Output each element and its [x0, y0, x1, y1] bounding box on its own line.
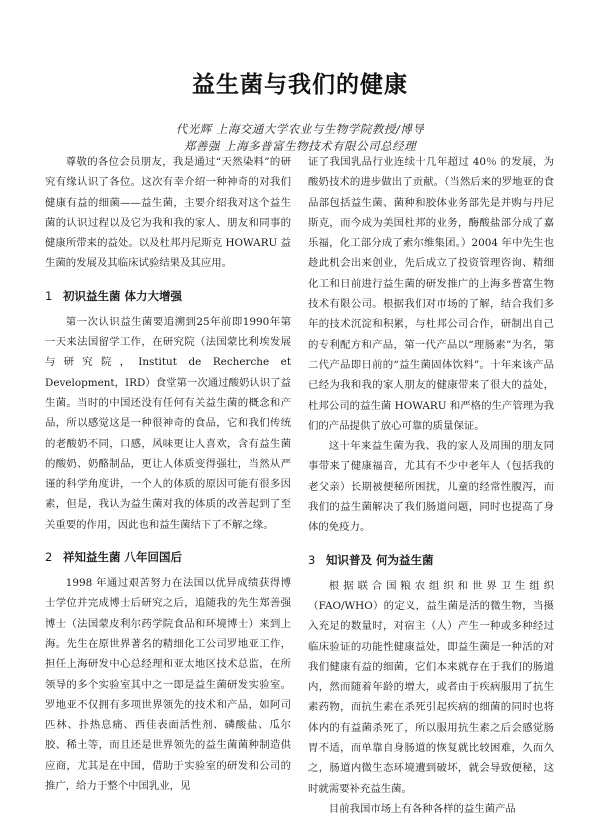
section-3-heading: 3 知识普及 何为益生菌	[308, 552, 434, 567]
section-1-heading: 1 初识益生菌 体力大增强	[45, 288, 183, 303]
author-line-2: 郑善强 上海多普富生物技术有限公司总经理	[183, 139, 417, 153]
section-3-continued: 目前我国市场上有各种各样的益生菌产品	[328, 802, 516, 815]
section-2-body: 1998 年通过艰苦努力在法国以优异成绩获得博士学位并完成博士后研究之后，追随我的先生郑善强博士（法国蒙皮利尔药学院食品和环境博士）来到上海。先生在原世界著名的精细化工公司罗地亚工作，担任上海研发中心总经理和亚太地区技术总监，在所领导的多个实验室其中之一即是益生菌研发实验室。罗地亚不仅拥有多项世界领先的技术和产品，如阿司匹林、扑热息痛、西佳表面活性剂、磷酸盐、瓜尔胶、稀土等，而且还是世界领先的益生菌菌种制造供应商，尤其是在中国，借助于实验室的研发和公司的推广，给力于整个中国乳业，见	[45, 577, 291, 793]
section-2-heading: 2 祥知益生菌 八年回国后	[45, 550, 183, 565]
author-line-1: 代光辉 上海交通大学农业与生物学院教授/博导	[175, 122, 425, 136]
section-1-body: 第一次认识益生菌要追溯到25年前即1990年第一天来法国留学工作，在研究院（法国蒙比利埃发展与研究院，Institut de Recherche et Development，IRD）食堂第一次通过酸奶认识了益生菌。当时的中国还没有任何有关益生菌的概念和产品，所以感觉这是一种很神奇的食品，它和我们传统的老酸奶不同，口感，风味更让人喜欢，含有益生菌的酸奶、奶酪制品，更让人体质变得强壮，当然从严谨的科学角度讲，一个人的体质的原因可能有很多因素，但是，我认为益生菌对我的体质的改善起到了至关重要的作用，因此也和益生菌结下了不解之缘。	[45, 315, 291, 531]
section-3-body: 根据联合国粮农组织和世界卫生组织（FAO/WHO）的定义，益生菌是活的微生物，当摄入充足的数量时，对宿主（人）产生一种或多种经过临床验证的功能性健康益处，即益生菌是一种活的对我们健康有益的细菌，它们本来就存在于我们的肠道内，然而随着年龄的增大，或者由于疾病服用了抗生素药物，而抗生素在杀死引起疾病的细菌的同时也将体内的有益菌杀死了，所以服用抗生素之后会感觉肠胃不适，而单靠自身肠道的恢复就比较困难，久而久之，肠道内微生态环境遭到破坏，就会导致便秘，这时就需要补充益生菌。	[308, 579, 554, 795]
right-column	[308, 152, 554, 819]
right-paragraph-2: 这十年来益生菌为我、我的家人及周围的朋友同事带来了健康福音，尤其有不少中老年人（包括我的老父亲）长期被便秘所困扰，儿童的经常性腹泻，而我们的益生菌解决了我们肠道问题，同时也提高了身体的免疫力。	[308, 440, 554, 534]
article-title: 益生菌与我们的健康	[192, 72, 408, 98]
intro-paragraph: 尊敬的各位会员朋友，我是通过“天然染料”的研究有缘认识了各位。这次有幸介绍一种神奇的对我们健康有益的细菌——益生菌，主要介绍我对这个益生菌的认识过程以及它为我和我的家人、朋友和同事的健康所带来的益处。以及杜邦丹尼斯克 HOWARU 益生菌的发展及其临床试验结果及其应用。	[45, 156, 291, 270]
left-column	[45, 152, 291, 796]
right-paragraph-1: 证了我国乳品行业连续十几年超过 40％ 的发展，为酸奶技术的进步做出了贡献。（当然后来的罗地亚的食品部包括益生菌、菌种和胶体业务部先是并购与丹尼斯克，而今成为美国杜邦的业务，酶酸盐部分成了嘉乐福，化工部分成了索尔维集团。）2004 年中先生也趁此机会出来创业，先后成立了投资管理咨询、精细化工和日前进行益生菌的研发推广的上海多普富生物技术有限公司。根据我们对市场的了解，结合我们多年的技术沉淀和积累，与杜邦公司合作，研制出自己的专利配方和产品，第一代产品以“理肠素”为名，第二代产品即日前的“益生菌固体饮料”。十年来该产品已经为我和我的家人朋友的健康带来了很大的益处，杜邦公司的益生菌 HOWARU 和严格的生产管理为我们的产品提供了放心可靠的质量保证。	[308, 156, 554, 432]
